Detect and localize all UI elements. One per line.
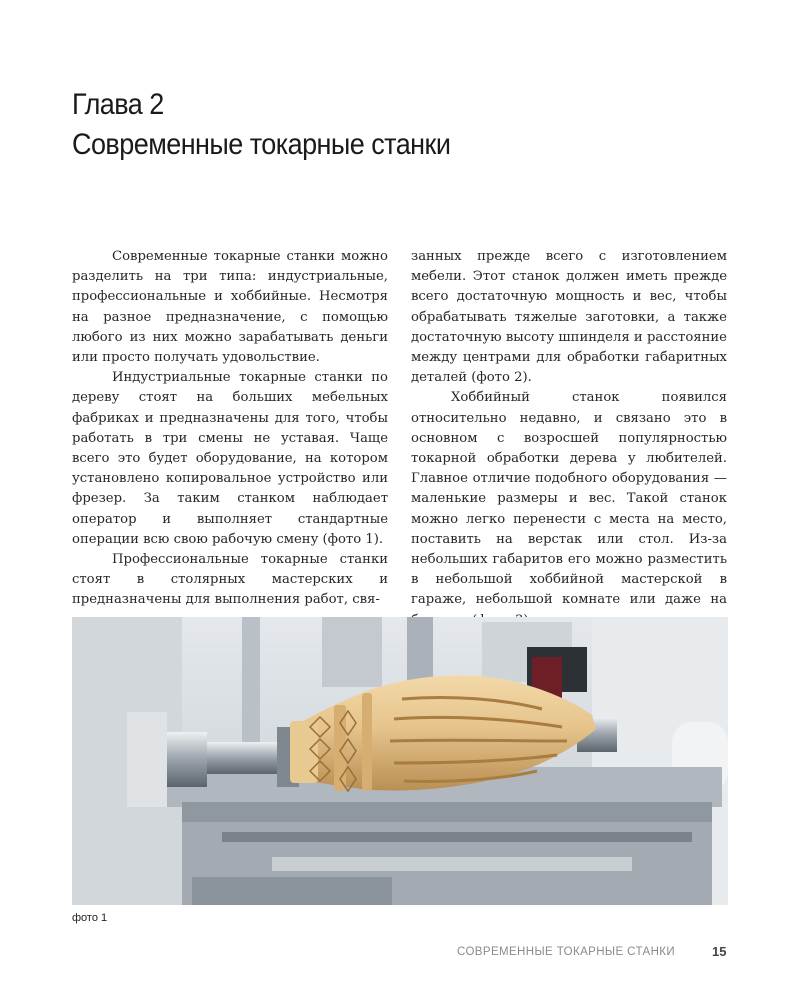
text-column-right [411, 247, 727, 631]
paragraph: Хоббийный станок появился относительно недавно, и связано это в основном с возросшей популярностью токарной обработки дерева у любителей. Главное отличие подобного оборудования — маленькие размеры и вес. Такой станок можно легко перенести с места на место, поставить на верстак или стол. Из-за небольших габаритов его можно разместить в небольшой хоббийной мастерской в гараже, небольшой комнате или даже на [411, 390, 727, 608]
paragraph: занных прежде всего с изготовлением мебели. Этот станок должен иметь прежде всего достаточную мощность и вес, чтобы обрабатывать тяжелые заготовки, а также достаточную высоту шпинделя и расстояние между центрами для обработки габаритных деталей (фото 2). [411, 249, 727, 386]
paragraph: Профессиональные токарные станки стоят в столярных мастерских и предназначены для выполнения работ, свя- [72, 552, 388, 608]
chapter-title: Современные токарные станки [72, 128, 451, 161]
chapter-number: Глава 2 [72, 88, 164, 121]
photo-caption: фото 1 [72, 912, 108, 924]
headstock-chuck [167, 732, 207, 787]
paragraph: Индустриальные токарные станки по дереву стоят на больших мебельных фабриках и предназначены для того, чтобы работать в три смены не уставая. Чаще всего это будет оборудование, на котором установлено копировальное устройство или фрезер. За таким станком наблюдает оператор и выполняет стандартные операции всю свою рабочую смену (фото 1). [72, 370, 388, 547]
page-number: 15 [712, 944, 727, 959]
running-title: СОВРЕМЕННЫЕ ТОКАРНЫЕ СТАНКИ [457, 946, 676, 958]
paragraph: Современные токарные станки можно разделить на три типа: индустриальные, профессиональные и хоббийные. Несмотря на разное предназначение, с помощью любого из них можно зарабатывать деньги или просто получать удовольствие. [72, 249, 388, 366]
text-column-left [72, 247, 388, 611]
lathe-photo [72, 617, 728, 905]
